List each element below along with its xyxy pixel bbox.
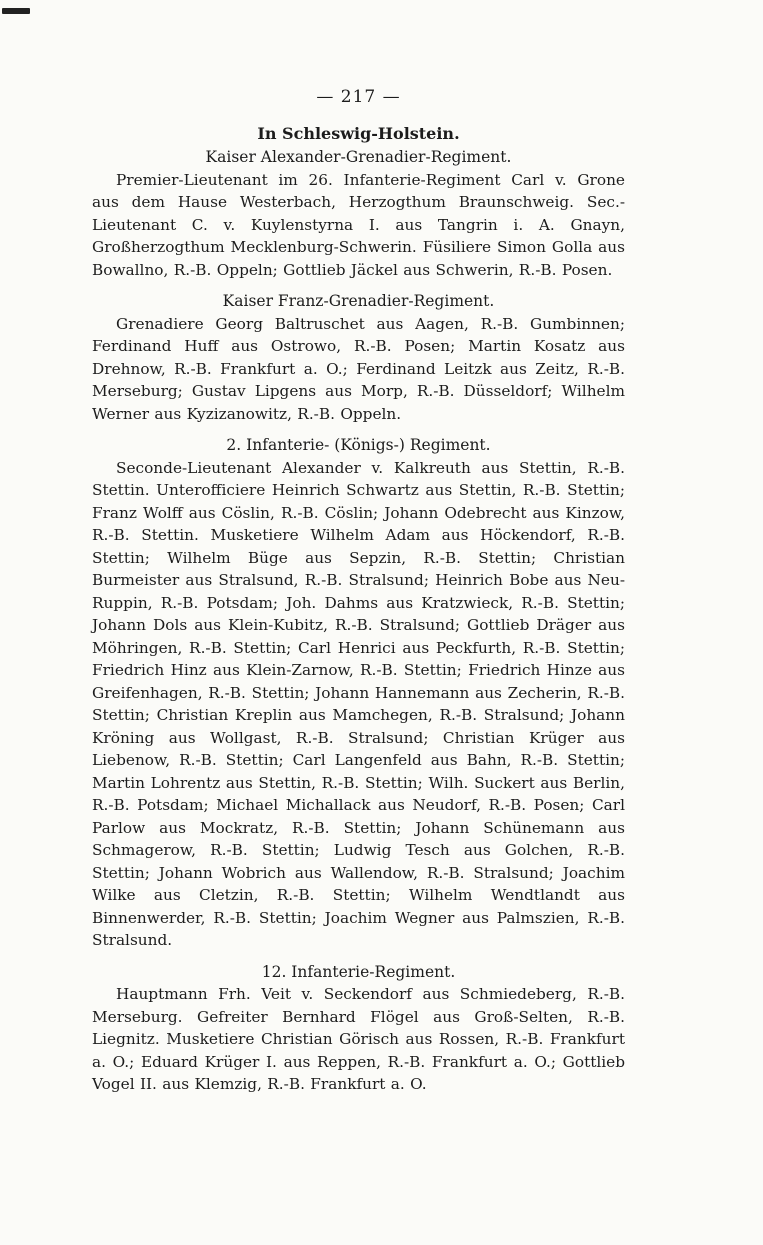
regiment-title: Kaiser Alexander-Grenadier-Regiment.: [205, 148, 512, 166]
regiment-roll-paragraph: Seconde-Lieutenant Alexander v. Kalkreuth aus Stettin, R.-B. Stettin. Unterofficiere Heinrich Schwartz aus Stettin, R.-B. Stettin; Franz Wolff aus Cöslin, R.-B. Cöslin; Johann Odebrecht aus Kinzow, R.-B. Stettin. Musketiere Wilhelm Adam aus Höckendorf, R.-B. Stettin; Wilhelm Büge aus Sepzin, R.-B. Stettin; Christian Burmeister aus Stralsund, R.-B. Stralsund; Heinrich Bobe aus Neu-Ruppin, R.-B. Potsdam; Joh. Dahms aus Kratzwieck, R.-B. Stettin; Johann Dols aus Klein-Kubitz, R.-B. Stralsund; Gottlieb Dräger aus Möhringen, R.-B. Stettin; Carl Henrici aus Peckfurth, R.-B. Stettin; Friedrich Hinz aus Klein-Zarnow, R.-B. Stettin; Friedrich Hinze aus Greifenhagen, R.-B. Stettin; Johann Hannemann aus Zecherin, R.-B. Stettin; Christian Kreplin aus Mamchegen, R.-B. Stralsund; Johann Kröning aus Wollgast, R.-B. Stralsund; Christian Krüger aus Liebenow, R.-B. Stettin; Carl Langenfeld aus Bahn, R.-B. Stettin; Martin Lohrentz aus Stettin, R.-B. Stettin; Wilh. Suckert aus Berlin, R.-B. Potsdam; Michael Michallack aus Neudorf, R.-B. Posen; Carl Parlow aus Mockratz, R.-B. Stettin; Johann Schünemann aus Schmagerow, R.-B. Stettin; Ludwig Tesch aus Golchen, R.-B. Stettin; Johann Wobrich aus Wallendow, R.-B. Stralsund; Joachim Wilke aus Cletzin, R.-B. Stettin; Wilhelm Wendtlandt aus Binnenwerder, R.-B. Stettin; Joachim Wegner aus Palmszien, R.-B. Stralsund.: [92, 458, 625, 949]
regiment-roll-paragraph: Premier-Lieutenant im 26. Infanterie-Regiment Carl v. Grone aus dem Hause Westerbach, Herzogthum Braunschweig. Sec.-Lieutenant C. v. Kuylenstyrna I. aus Tangrin i. A. Gnayn, Großherzogthum Mecklenburg-Schwerin. Füsiliere Simon Golla aus Bowallno, R.-B. Oppeln; Gottlieb Jäckel aus Schwerin, R.-B. Posen.: [92, 170, 625, 279]
regiment-title: 12. Infanterie-Regiment.: [261, 962, 456, 981]
regiment-roll-paragraph: Hauptmann Frh. Veit v. Seckendorf aus Schmiedeberg, R.-B. Merseburg. Gefreiter Bernhard Flögel aus Groß-Selten, R.-B. Liegnitz. Musketiere Christian Görisch aus Rossen, R.-B. Frankfurt a. O.; Eduard Krüger I. aus Reppen, R.-B. Frankfurt a. O.; Gottlieb Vogel II. aus Klemzig, R.-B. Frankfurt a. O.: [92, 985, 625, 1093]
regiment-title: Kaiser Franz-Grenadier-Regiment.: [222, 292, 495, 310]
regiment-roll-paragraph: Grenadiere Georg Baltruschet aus Aagen, R.-B. Gumbinnen; Ferdinand Huff aus Ostrowo, R.-B. Posen; Martin Kosatz aus Drehnow, R.-B. Frankfurt a. O.; Ferdinand Leitzk aus Zeitz, R.-B. Merseburg; Gustav Lipgens aus Morp, R.-B. Düsseldorf; Wilhelm Werner aus Kyzizanowitz, R.-B. Oppeln.: [92, 314, 625, 423]
corner-ink-mark: [2, 8, 30, 14]
document-page: [92, 86, 625, 1096]
section-heading: In Schleswig-Holstein.: [257, 123, 460, 143]
regiment-title: 2. Infanterie- (Königs-) Regiment.: [226, 436, 491, 454]
page-number: — 217 —: [316, 87, 401, 107]
